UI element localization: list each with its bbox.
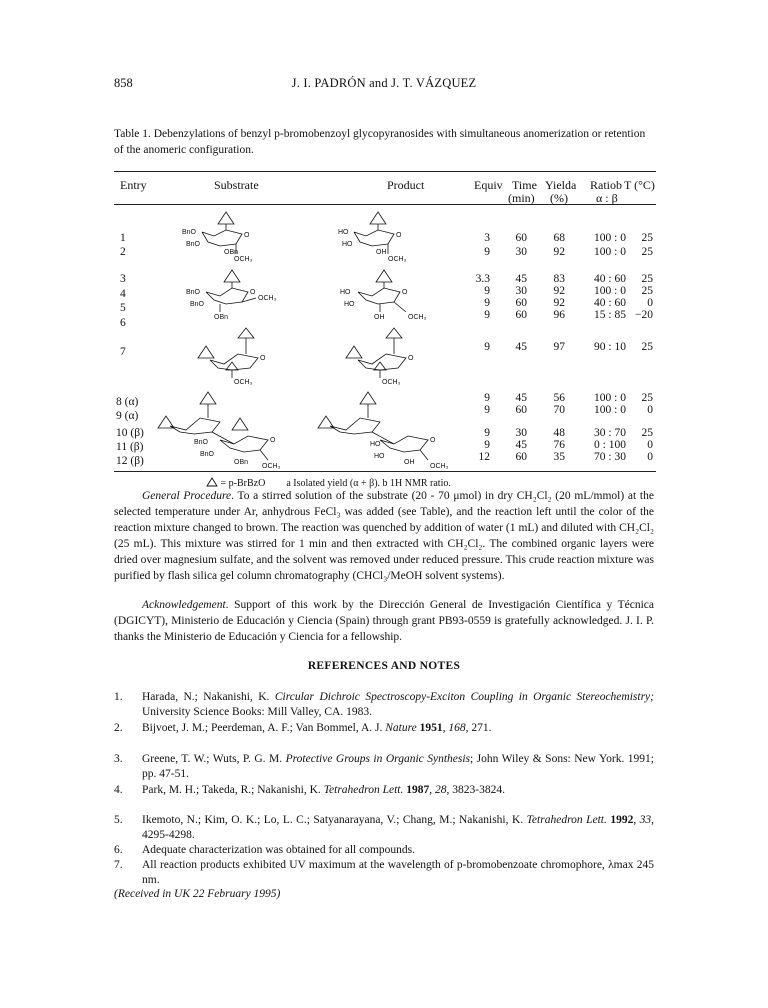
svg-text:O: O	[396, 232, 402, 239]
svg-text:OCH₃: OCH₃	[234, 256, 253, 262]
row-yield: 68	[553, 232, 565, 244]
reference-text-part: 1951	[419, 722, 443, 734]
row-yield: 76	[553, 439, 565, 451]
row-time: 30	[515, 285, 527, 297]
row-yield: 35	[553, 451, 565, 463]
row-entry: 4	[120, 288, 126, 300]
row-ratio: 15 : 85	[594, 309, 626, 321]
row-time: 60	[515, 232, 527, 244]
product-structure-1	[328, 210, 438, 262]
reference-number: 1.	[114, 691, 123, 703]
svg-text:HO: HO	[338, 229, 349, 236]
header-product: Product	[387, 178, 425, 192]
row-temp: 0	[647, 451, 653, 463]
row-equiv: 9	[484, 309, 490, 321]
svg-text:HO: HO	[340, 289, 351, 296]
reference-item	[114, 690, 654, 720]
row-entry: 5	[120, 302, 126, 314]
reference-text	[142, 690, 654, 720]
row-temp: 0	[647, 439, 653, 451]
row-yield: 92	[553, 285, 565, 297]
svg-text:BnO: BnO	[186, 289, 201, 296]
row-entry: 12 (β)	[116, 455, 144, 467]
reference-text-part: All reaction products exhibited UV maximum at the wavelength of p-bromobenzoate chromophore, λmax 245 nm.	[142, 859, 654, 886]
row-entry: 7	[120, 346, 126, 358]
reference-text-part: 1987	[406, 784, 430, 796]
row-ratio: 100 : 0	[594, 392, 626, 404]
row-yield: 96	[553, 309, 565, 321]
reference-text	[142, 752, 654, 782]
reference-text-part: Greene, T. W.; Wuts, P. G. M.	[142, 753, 286, 765]
bromobenzoyl-triangle-icon	[206, 477, 218, 487]
header-time-unit: (min)	[508, 191, 535, 205]
table-header-rule	[114, 204, 656, 205]
reference-number: 5.	[114, 814, 123, 826]
received-date: (Received in UK 22 February 1995)	[114, 888, 281, 900]
references-heading: REFERENCES AND NOTES	[307, 660, 461, 672]
row-time: 45	[515, 341, 527, 353]
svg-text:O: O	[260, 355, 266, 362]
row-temp: 0	[647, 404, 653, 416]
row-temp: 0	[647, 297, 653, 309]
general-procedure-title: General Procedure	[142, 490, 232, 502]
svg-text:OBn: OBn	[224, 249, 239, 256]
product-structure-4	[310, 386, 480, 470]
reference-number: 7.	[114, 859, 123, 871]
reference-text-part: Ikemoto, N.; Kim, O. K.; Lo, L. C.; Satyanarayana, V.; Chang, M.; Nakanishi, K.	[142, 814, 527, 826]
reference-text-part: Circular Dichroic Spectroscopy-Exciton Coupling in Organic Stereochemistry;	[274, 691, 654, 703]
reference-text-part: ; John Wiley & Sons: New York. 1991; pp. 47-51.	[142, 753, 654, 780]
row-yield: 48	[553, 427, 565, 439]
row-temp: −20	[635, 309, 653, 321]
product-structure-3	[328, 326, 448, 386]
general-procedure-text: . To a stirred solution of the substrate (20 - 70 μmol) in dry CH₂Cl₂ (20 mL/mmol) at the selected temperature under Ar, anhydrous FeCl₃ was added (see Table), and the reaction left until the color of the reaction mixture changed to brown. The reaction was quenched by addition of water (1 mL) and diluted with CH₂Cl₂ (25 mL). This mixture was stirred for 1 min and then extracted with CH₂Cl₂. The combined organic layers were dried over magnesium sulfate, and the solvent was removed under reduced pressure. This crude reaction mixture was purified by flash silica gel column chromatography (CHCl₃/MeOH solvent systems).	[114, 490, 654, 582]
row-ratio: 0 : 100	[594, 439, 626, 451]
svg-text:OH: OH	[404, 459, 415, 466]
row-time: 60	[515, 297, 527, 309]
reference-text-part: 28	[434, 784, 447, 796]
acknowledgement-title: Acknowledgement	[142, 599, 226, 611]
row-entry: 11 (β)	[116, 441, 144, 453]
row-yield: 92	[553, 246, 565, 258]
reference-text-part: ,	[633, 814, 640, 826]
row-entry: 2	[120, 246, 126, 258]
reference-text-part: Nature	[385, 722, 417, 734]
header-yield-unit: (%)	[550, 191, 568, 205]
row-time: 45	[515, 273, 527, 285]
row-temp: 25	[641, 273, 653, 285]
row-temp: 25	[641, 232, 653, 244]
row-yield: 70	[553, 404, 565, 416]
reference-item	[114, 752, 654, 782]
row-equiv: 9	[484, 404, 490, 416]
product-structure-2	[328, 264, 458, 324]
reference-item	[114, 843, 654, 858]
row-entry: 9 (α)	[116, 410, 139, 422]
reference-text	[142, 721, 654, 736]
header-equiv: Equiv	[474, 178, 503, 192]
row-ratio: 100 : 0	[594, 246, 626, 258]
reference-item	[114, 858, 654, 888]
svg-text:OCH₃: OCH₃	[382, 379, 401, 386]
svg-text:BnO: BnO	[200, 451, 215, 458]
svg-text:OCH₃: OCH₃	[388, 256, 407, 262]
svg-text:O: O	[408, 355, 414, 362]
reference-text-part: Adequate characterization was obtained for all compounds.	[142, 844, 416, 856]
reference-text-part: , 271.	[465, 722, 492, 734]
reference-text-part: , 4295-4298.	[142, 814, 655, 841]
svg-text:OCH₃: OCH₃	[262, 463, 281, 470]
row-temp: 25	[641, 392, 653, 404]
footnote-legend: = p-BrBzO	[220, 478, 266, 489]
row-time: 60	[515, 309, 527, 321]
header-ratio-sub: α : β	[596, 191, 618, 205]
substrate-structure-1	[180, 210, 290, 262]
reference-text-part: Bijvoet, J. M.; Peerdeman, A. F.; Van Bommel, A. J.	[142, 722, 386, 734]
reference-number: 3.	[114, 753, 123, 765]
reference-number: 2.	[114, 722, 123, 734]
reference-text-part: Protective Groups in Organic Synthesis	[285, 753, 471, 765]
svg-text:HO: HO	[374, 453, 385, 460]
svg-text:OCH₃: OCH₃	[258, 295, 277, 302]
row-ratio: 100 : 0	[594, 285, 626, 297]
footnote-a: a Isolated yield (α + β).	[286, 478, 381, 489]
acknowledgement-paragraph	[114, 597, 654, 645]
row-equiv: 3	[484, 232, 490, 244]
header-yield: Yielda	[545, 178, 577, 192]
reference-text-part: 168	[448, 722, 466, 734]
acknowledgement-text: . Support of this work by the Dirección General de Investigación Científica y Técnica (DGICYT), Ministerio de Educación y Ciencia (Spain) through grant PB93-0559 is gratefully acknowledged. J. I. P. thanks the Ministerio de Educación y Ciencia for a fellowship.	[114, 599, 654, 643]
reference-text-part: ,	[442, 722, 449, 734]
row-yield: 92	[553, 297, 565, 309]
reference-item	[114, 783, 654, 798]
row-ratio: 40 : 60	[594, 297, 626, 309]
svg-text:HO: HO	[344, 301, 355, 308]
row-ratio: 100 : 0	[594, 404, 626, 416]
reference-text-part: 1992	[610, 814, 634, 826]
table-top-rule	[114, 171, 656, 172]
header-entry: Entry	[120, 178, 147, 192]
table-caption: Table 1. Debenzylations of benzyl p-bromobenzoyl glycopyranosides with simultaneous anomerization or retention of the anomeric configuration.	[114, 128, 646, 156]
row-equiv: 9	[484, 341, 490, 353]
row-time: 30	[515, 246, 527, 258]
substrate-structure-2	[180, 264, 300, 324]
svg-text:O: O	[270, 437, 276, 444]
svg-text:BnO: BnO	[186, 241, 201, 248]
svg-text:OCH₃: OCH₃	[430, 463, 449, 470]
svg-text:OH: OH	[376, 249, 387, 256]
reference-text-part: University Science Books: Mill Valley, CA. 1983.	[142, 706, 372, 718]
svg-text:OCH₃: OCH₃	[234, 379, 253, 386]
svg-text:O: O	[244, 232, 250, 239]
svg-text:BnO: BnO	[182, 229, 197, 236]
svg-text:OBn: OBn	[214, 314, 229, 321]
svg-text:O: O	[402, 289, 408, 296]
row-time: 60	[515, 404, 527, 416]
header-time: Time	[512, 178, 537, 192]
row-ratio: 70 : 30	[594, 451, 626, 463]
row-equiv: 12	[478, 451, 490, 463]
reference-text	[142, 783, 654, 798]
svg-text:O: O	[430, 437, 436, 444]
row-ratio: 40 : 60	[594, 273, 626, 285]
row-time: 45	[515, 392, 527, 404]
substrate-structure-3	[180, 326, 300, 386]
row-ratio: 90 : 10	[594, 341, 626, 353]
svg-text:OH: OH	[374, 314, 385, 321]
svg-text:OCH₃: OCH₃	[408, 314, 427, 321]
reference-number: 6.	[114, 844, 123, 856]
footnote-b: b 1H NMR ratio.	[382, 478, 451, 489]
svg-text:HO: HO	[370, 441, 381, 448]
reference-item	[114, 813, 654, 843]
page-number: 858	[114, 76, 133, 90]
row-ratio: 100 : 0	[594, 232, 626, 244]
row-equiv: 3.3	[475, 273, 490, 285]
row-equiv: 9	[484, 285, 490, 297]
reference-text	[142, 843, 654, 858]
row-entry: 6	[120, 317, 126, 329]
svg-text:BnO: BnO	[190, 301, 205, 308]
row-time: 60	[515, 451, 527, 463]
row-yield: 97	[553, 341, 565, 353]
row-temp: 25	[641, 285, 653, 297]
row-equiv: 9	[484, 297, 490, 309]
reference-text-part: , 3823-3824.	[446, 784, 505, 796]
row-ratio: 30 : 70	[594, 427, 626, 439]
svg-text:O: O	[250, 289, 256, 296]
svg-text:OBn: OBn	[234, 459, 249, 466]
reference-item	[114, 721, 654, 736]
reference-text-part: Park, M. H.; Takeda, R.; Nakanishi, K.	[142, 784, 324, 796]
reference-text-part: Tetrahedron Lett.	[323, 784, 404, 796]
row-entry: 8 (α)	[116, 396, 139, 408]
reference-text-part: Tetrahedron Lett.	[526, 814, 607, 826]
svg-text:BnO: BnO	[194, 439, 209, 446]
reference-text-part: 33	[639, 814, 652, 826]
row-equiv: 9	[484, 246, 490, 258]
row-equiv: 9	[484, 439, 490, 451]
row-time: 45	[515, 439, 527, 451]
row-temp: 25	[641, 341, 653, 353]
row-yield: 56	[553, 392, 565, 404]
reference-text	[142, 813, 654, 843]
row-temp: 25	[641, 427, 653, 439]
row-entry: 10 (β)	[116, 427, 144, 439]
row-equiv: 9	[484, 427, 490, 439]
svg-text:HO: HO	[342, 241, 353, 248]
header-ratio: Ratiob	[590, 178, 622, 192]
reference-text-part: Harada, N.; Nakanishi, K.	[142, 691, 275, 703]
row-entry: 1	[120, 232, 126, 244]
row-entry: 3	[120, 273, 126, 285]
row-temp: 25	[641, 246, 653, 258]
substrate-structure-4	[150, 386, 320, 470]
row-equiv: 9	[484, 392, 490, 404]
header-temp: T (°C)	[624, 178, 655, 192]
running-head: J. I. PADRÓN and J. T. VÁZQUEZ	[291, 76, 477, 90]
header-substrate: Substrate	[214, 178, 259, 192]
row-time: 30	[515, 427, 527, 439]
general-procedure-paragraph	[114, 488, 654, 584]
reference-text-part: ,	[429, 784, 435, 796]
row-yield: 83	[553, 273, 565, 285]
table-bottom-rule	[114, 471, 656, 472]
reference-number: 4.	[114, 784, 123, 796]
reference-text	[142, 858, 654, 888]
